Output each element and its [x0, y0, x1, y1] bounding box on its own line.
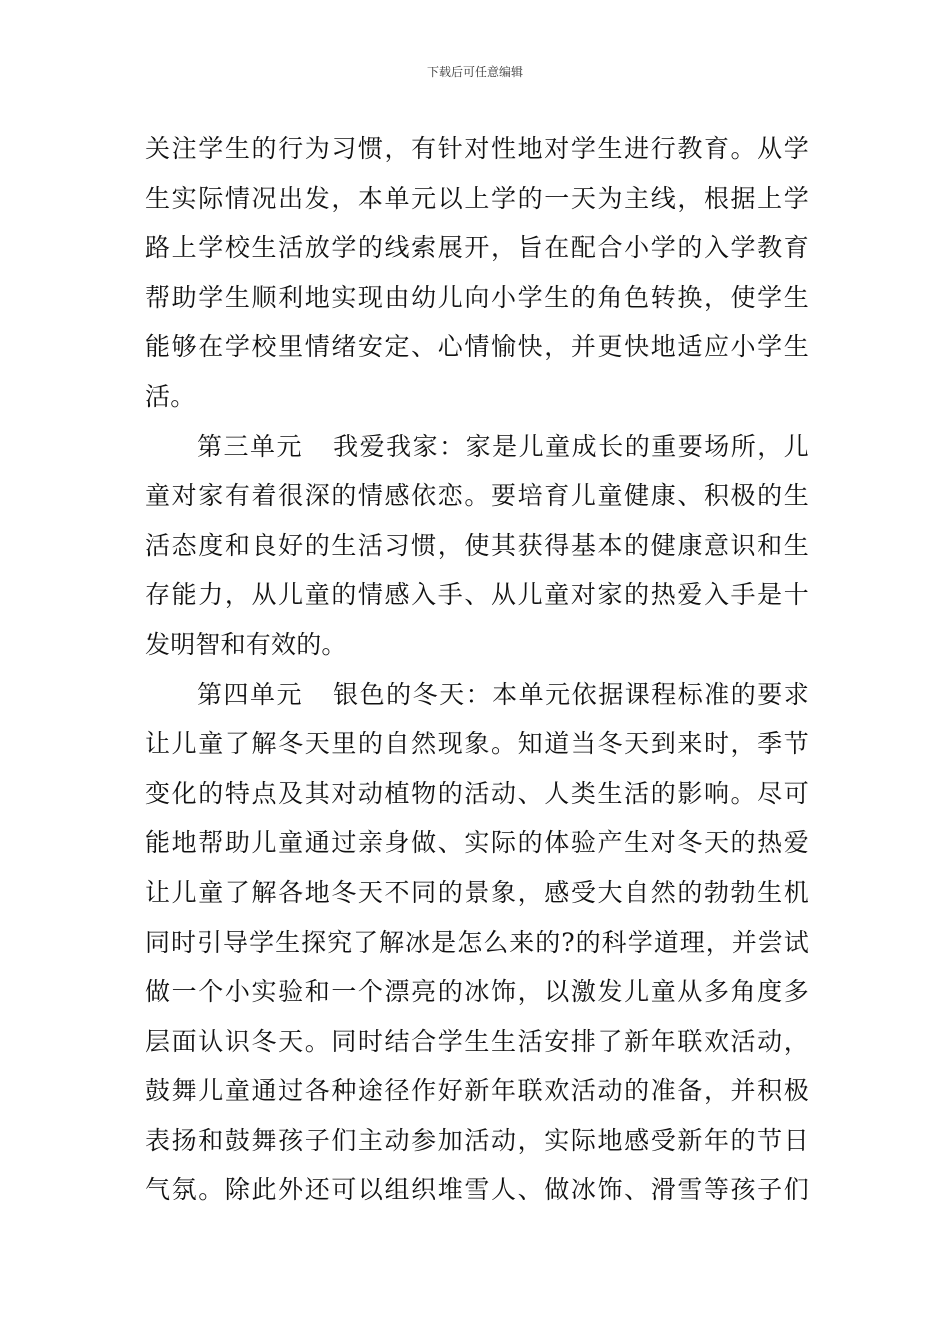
text-line: 做一个小实验和一个漂亮的冰饰，以激发儿童从多角度多 [145, 977, 809, 1007]
page-header: 下载后可任意编辑 [426, 65, 523, 79]
text-line: 存能力，从儿童的情感入手、从儿童对家的热爱入手是十 [145, 580, 809, 610]
text-line: 让儿童了解冬天里的自然现象。知道当冬天到来时，季节 [145, 729, 809, 759]
text-line: 同时引导学生探究了解冰是怎么来的?的科学道理，并尝试 [145, 927, 809, 957]
text-span: 我爱我家：家是儿童成长的重要场所，儿 [333, 431, 809, 461]
text-line: 关注学生的行为习惯，有针对性地对学生进行教育。从学 [145, 134, 809, 163]
text-line: 发明智和有效的。 [145, 629, 347, 659]
text-line: 童对家有着很深的情感依恋。要培育儿童健康、积极的生 [145, 481, 809, 511]
text-line: 活态度和良好的生活习惯，使其获得基本的健康意识和生 [145, 530, 809, 560]
text-line: 鼓舞儿童通过各种途径作好新年联欢活动的准备，并积极 [145, 1076, 809, 1106]
document-body [145, 124, 809, 1215]
text-line: 变化的特点及其对动植物的活动、人类生活的影响。尽可 [145, 778, 809, 808]
unit-label: 第三单元 [197, 431, 304, 461]
text-line: 气氛。除此外还可以组织堆雪人、做冰饰、滑雪等孩子们 [145, 1175, 809, 1205]
text-line: 活。 [145, 381, 196, 411]
text-line: 表扬和鼓舞孩子们主动参加活动，实际地感受新年的节日 [145, 1125, 809, 1155]
paragraph-unit-4 [145, 670, 809, 1216]
text-line: 能够在学校里情绪安定、心情愉快，并更快地适应小学生 [145, 332, 809, 362]
text-line-first [145, 670, 809, 720]
paragraph-unit-3 [145, 422, 809, 670]
text-line: 生实际情况出发，本单元以上学的一天为主线，根据上学 [145, 183, 809, 213]
text-line: 能地帮助儿童通过亲身做、实际的体验产生对冬天的热爱 [145, 828, 809, 858]
text-line: 路上学校生活放学的线索展开，旨在配合小学的入学教育 [145, 233, 809, 263]
text-line: 让儿童了解各地冬天不同的景象，感受大自然的勃勃生机 [145, 877, 809, 907]
text-span: 银色的冬天：本单元依据课程标准的要求 [333, 679, 809, 709]
paragraph-1 [145, 124, 809, 422]
text-line-first [145, 422, 809, 472]
text-line: 层面认识冬天。同时结合学生生活安排了新年联欢活动， [145, 1026, 809, 1056]
text-line: 帮助学生顺利地实现由幼儿向小学生的角色转换，使学生 [145, 282, 809, 312]
unit-label: 第四单元 [197, 679, 304, 709]
